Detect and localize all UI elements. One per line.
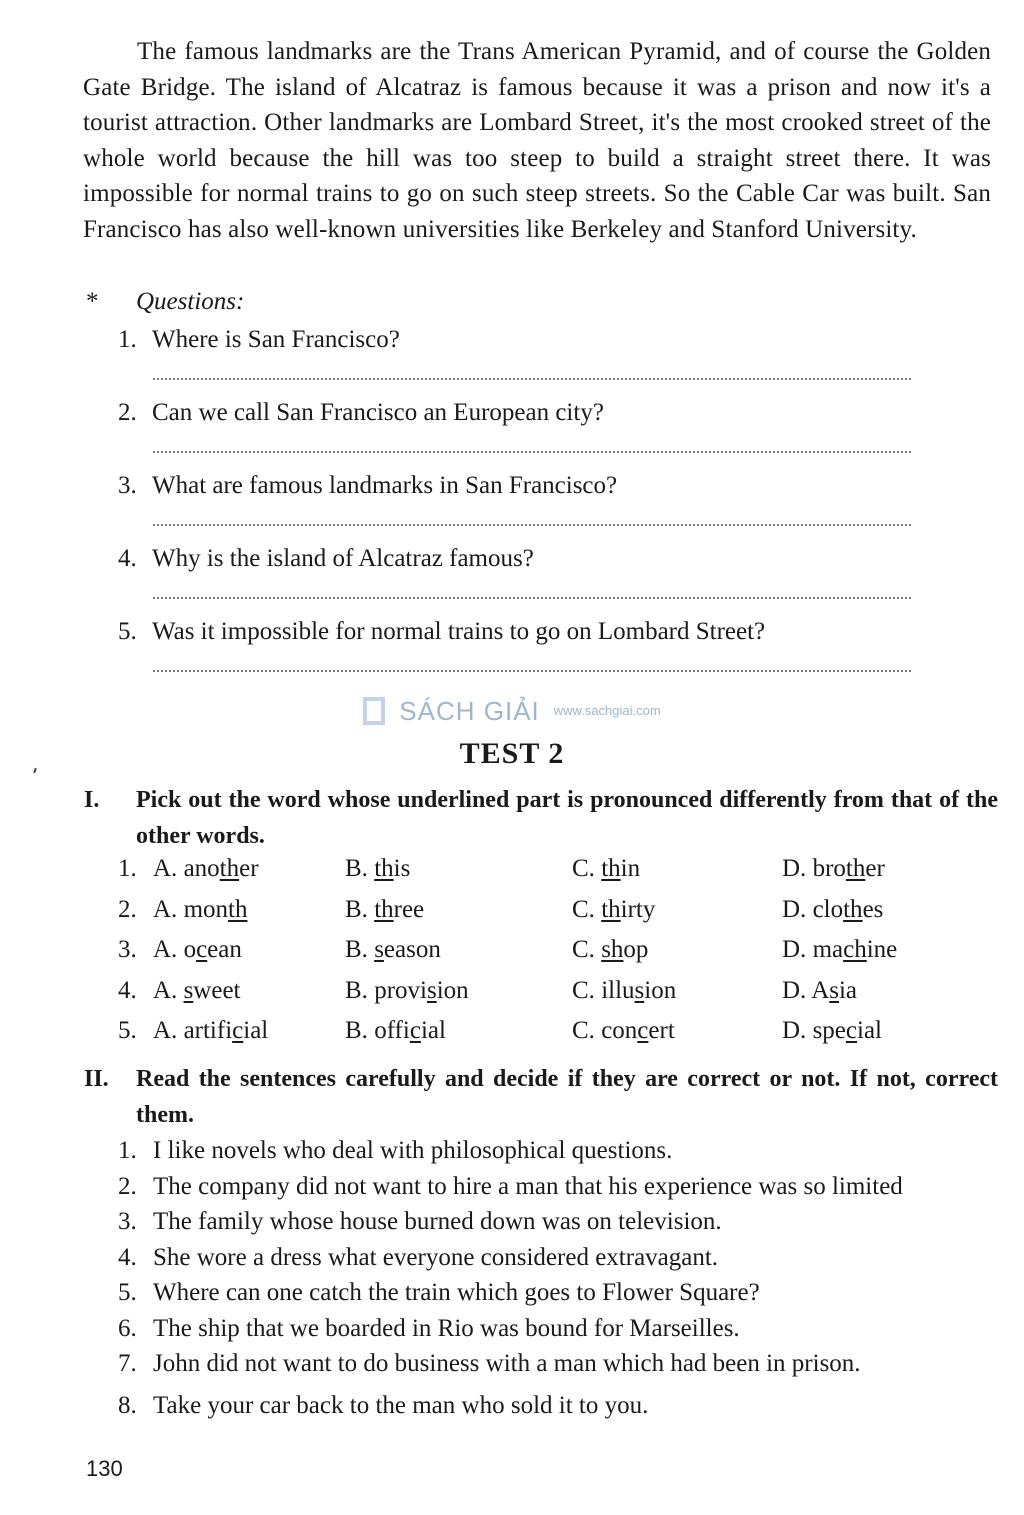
word-suffix: ine bbox=[866, 936, 898, 963]
word-prefix: ma bbox=[812, 936, 844, 963]
option-a[interactable] bbox=[153, 855, 259, 883]
word-prefix: o bbox=[183, 936, 197, 963]
sentence-item bbox=[118, 1208, 1024, 1244]
underlined-part: c bbox=[845, 1017, 857, 1044]
option-b[interactable] bbox=[345, 977, 469, 1005]
reading-paragraph bbox=[83, 34, 991, 248]
reading-paragraph-text: The famous landmarks are the Trans American Pyramid, and of course the Golden Gate Bridge. The island of Alcatraz is famous because it was a prison and now it's a tourist attraction. Other landmarks are Lombard Street, it's the most crooked street of the whole world because the hill was too steep to build a straight street there. It was impossible for normal trains to go on such steep streets. So the Cable Car was built. San Francisco has also well-known universities like Berkeley and Stanford University. bbox=[83, 38, 991, 243]
questions-heading bbox=[86, 288, 244, 316]
word-suffix: is bbox=[393, 855, 411, 882]
sentence-text: The ship that we boarded in Rio was bound for Marseilles. bbox=[153, 1314, 740, 1342]
question-number: 1. bbox=[118, 326, 137, 353]
question-item bbox=[118, 399, 918, 472]
section-number: II. bbox=[84, 1066, 109, 1092]
word-suffix: ert bbox=[648, 1017, 675, 1044]
option-label: C. bbox=[572, 976, 595, 1004]
question-item bbox=[118, 326, 918, 399]
word-prefix: mon bbox=[183, 895, 229, 923]
option-label: D. bbox=[782, 855, 807, 882]
sentence-list bbox=[118, 1137, 1024, 1427]
option-label: B. bbox=[345, 895, 368, 923]
sentence-item bbox=[118, 1173, 1024, 1209]
question-text: Can we call San Francisco an European city? bbox=[152, 399, 604, 426]
option-label: A. bbox=[153, 976, 178, 1004]
question-text: Where is San Francisco? bbox=[152, 326, 400, 353]
underlined-part: th bbox=[601, 895, 621, 923]
answer-line[interactable] bbox=[153, 666, 911, 672]
option-label: D. bbox=[782, 936, 807, 963]
test-title: TEST 2 bbox=[459, 737, 565, 770]
questions-list bbox=[118, 326, 918, 691]
underlined-part: ch bbox=[843, 936, 867, 963]
option-a[interactable] bbox=[153, 896, 247, 924]
word-suffix: ial bbox=[420, 1017, 446, 1044]
word-suffix: er bbox=[865, 855, 885, 882]
sentence-text: John did not want to do business with a man which had been in prison. bbox=[153, 1350, 861, 1377]
option-label: A. bbox=[153, 936, 178, 963]
option-c[interactable] bbox=[572, 1017, 675, 1045]
word-suffix: op bbox=[623, 936, 649, 963]
option-label: B. bbox=[345, 976, 368, 1004]
word-suffix: ion bbox=[644, 976, 677, 1004]
option-a[interactable] bbox=[153, 1017, 268, 1045]
word-suffix: irty bbox=[620, 895, 656, 923]
word-prefix: illu bbox=[601, 976, 635, 1004]
option-label: B. bbox=[345, 855, 368, 882]
sentence-item bbox=[118, 1279, 1024, 1315]
sentence-item bbox=[118, 1244, 1024, 1280]
option-label: D. bbox=[782, 976, 807, 1004]
word-prefix: artifi bbox=[183, 1017, 233, 1044]
option-b[interactable] bbox=[345, 1017, 446, 1045]
option-label: C. bbox=[572, 936, 595, 963]
word-prefix: bro bbox=[812, 855, 846, 882]
word-suffix: weet bbox=[193, 976, 241, 1004]
question-number: 2. bbox=[118, 399, 137, 426]
underlined-part: s bbox=[829, 976, 839, 1004]
option-d[interactable] bbox=[782, 855, 885, 883]
sentence-text: She wore a dress what everyone considered extravagant. bbox=[153, 1243, 719, 1271]
questions-label: Questions: bbox=[136, 288, 245, 315]
section-instruction: Read the sentences carefully and decide if they are correct or not. If not, correct them. bbox=[136, 1066, 998, 1128]
word-suffix: er bbox=[239, 855, 259, 882]
answer-line[interactable] bbox=[153, 447, 911, 453]
sentence-number: 3. bbox=[118, 1208, 137, 1235]
underlined-part: c bbox=[637, 1017, 649, 1044]
option-b[interactable] bbox=[345, 896, 424, 924]
underlined-part: s bbox=[634, 976, 645, 1004]
underlined-part: th bbox=[845, 855, 866, 882]
sentence-number: 7. bbox=[118, 1350, 137, 1377]
option-label: A. bbox=[153, 895, 178, 923]
word-suffix: in bbox=[620, 855, 641, 882]
sentence-text: Where can one catch the train which goes to Flower Square? bbox=[153, 1279, 760, 1306]
watermark-logo-icon bbox=[363, 697, 385, 725]
underlined-part: th bbox=[374, 895, 394, 923]
sentence-text: Take your car back to the man who sold it to you. bbox=[153, 1391, 649, 1419]
underlined-part: c bbox=[232, 1017, 244, 1044]
sentence-item bbox=[118, 1392, 1024, 1428]
section-number: I. bbox=[84, 787, 100, 813]
question-item bbox=[118, 472, 918, 545]
underlined-part: th bbox=[374, 855, 394, 882]
underlined-part: th bbox=[219, 855, 240, 882]
sentence-text: I like novels who deal with philosophical questions. bbox=[153, 1137, 673, 1164]
option-b[interactable] bbox=[345, 855, 410, 883]
sentence-number: 5. bbox=[118, 1279, 137, 1306]
question-text: Why is the island of Alcatraz famous? bbox=[152, 545, 534, 572]
sentence-text: The family whose house burned down was on television. bbox=[153, 1208, 722, 1235]
mcq-number: 4. bbox=[118, 976, 137, 1004]
sentence-number: 1. bbox=[118, 1137, 137, 1164]
sentence-number: 4. bbox=[118, 1243, 137, 1271]
question-text: What are famous landmarks in San Francisco? bbox=[152, 472, 618, 499]
option-label: C. bbox=[572, 895, 595, 923]
option-label: D. bbox=[782, 895, 807, 923]
question-number: 4. bbox=[118, 545, 137, 572]
option-c[interactable] bbox=[572, 896, 655, 924]
option-c[interactable] bbox=[572, 977, 676, 1005]
question-item bbox=[118, 545, 918, 618]
word-prefix: spe bbox=[812, 1017, 846, 1044]
option-d[interactable] bbox=[782, 977, 857, 1005]
sentence-number: 2. bbox=[118, 1172, 137, 1200]
question-number: 5. bbox=[118, 618, 137, 645]
question-number: 3. bbox=[118, 472, 137, 499]
word-prefix: A bbox=[811, 976, 830, 1004]
word-suffix: ial bbox=[857, 1017, 882, 1044]
option-c[interactable] bbox=[572, 936, 648, 964]
word-prefix: con bbox=[601, 1017, 638, 1044]
mcq-number: 1. bbox=[118, 855, 137, 882]
word-suffix: ia bbox=[838, 976, 858, 1004]
word-prefix: provi bbox=[374, 976, 427, 1004]
word-suffix: es bbox=[862, 895, 884, 923]
watermark-url: www.sachgiai.com bbox=[553, 703, 661, 718]
option-c[interactable] bbox=[572, 855, 640, 883]
option-d[interactable] bbox=[782, 1017, 882, 1045]
option-label: D. bbox=[782, 1017, 807, 1044]
sentence-item bbox=[118, 1137, 1024, 1173]
mcq-number: 2. bbox=[118, 895, 137, 923]
option-a[interactable] bbox=[153, 977, 241, 1005]
question-text: Was it impossible for normal trains to go on Lombard Street? bbox=[152, 618, 766, 645]
underlined-part: s bbox=[374, 936, 384, 963]
word-prefix: ano bbox=[183, 855, 220, 882]
underlined-part: s bbox=[183, 976, 194, 1004]
mcq-number: 3. bbox=[118, 936, 137, 963]
underlined-part: s bbox=[426, 976, 437, 1004]
option-label: C. bbox=[572, 855, 595, 882]
sentence-text: The company did not want to hire a man that his experience was so limited bbox=[153, 1172, 903, 1200]
section-instruction: Pick out the word whose underlined part is pronounced differently from that of the other words. bbox=[136, 787, 998, 849]
sentence-item bbox=[118, 1315, 1024, 1351]
page-number: 130 bbox=[86, 1456, 123, 1481]
underlined-part: th bbox=[228, 895, 248, 923]
option-b[interactable] bbox=[345, 936, 441, 964]
watermark-brand: SÁCH GIẢI bbox=[399, 696, 540, 726]
underlined-part: sh bbox=[601, 936, 624, 963]
underlined-part: th bbox=[843, 895, 863, 923]
option-label: A. bbox=[153, 1017, 178, 1044]
option-label: A. bbox=[153, 855, 178, 882]
answer-line[interactable] bbox=[153, 593, 911, 599]
sentence-number: 6. bbox=[118, 1314, 137, 1342]
underlined-part: c bbox=[196, 936, 208, 963]
sentence-item bbox=[118, 1350, 1024, 1386]
underlined-part: th bbox=[601, 855, 621, 882]
option-label: B. bbox=[345, 936, 368, 963]
option-label: B. bbox=[345, 1017, 368, 1044]
option-d[interactable] bbox=[782, 896, 883, 924]
question-item bbox=[118, 618, 918, 691]
word-suffix: ean bbox=[207, 936, 242, 963]
option-d[interactable] bbox=[782, 936, 897, 964]
answer-line[interactable] bbox=[153, 374, 911, 380]
watermark bbox=[0, 694, 1024, 728]
mcq-number: 5. bbox=[118, 1017, 137, 1044]
underlined-part: c bbox=[409, 1017, 421, 1044]
option-a[interactable] bbox=[153, 936, 242, 964]
word-suffix: eason bbox=[383, 936, 441, 963]
word-prefix: clo bbox=[812, 895, 844, 923]
answer-line[interactable] bbox=[153, 520, 911, 526]
word-suffix: ree bbox=[393, 895, 425, 923]
word-suffix: ial bbox=[243, 1017, 269, 1044]
option-label: C. bbox=[572, 1017, 595, 1044]
bullet-asterisk: * bbox=[86, 288, 99, 315]
word-suffix: ion bbox=[436, 976, 469, 1004]
word-prefix: offi bbox=[374, 1017, 410, 1044]
sentence-number: 8. bbox=[118, 1391, 137, 1419]
